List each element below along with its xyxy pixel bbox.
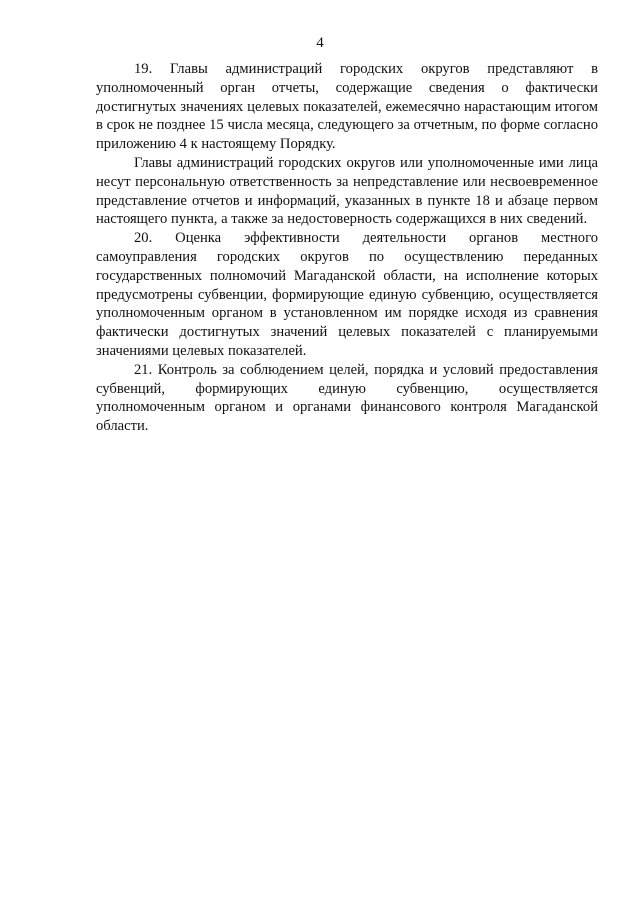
document-body bbox=[96, 60, 598, 436]
paragraph-19: 19. Главы администраций городских округов представляют в уполномоченный орган отчеты, содержащие сведения о фактически достигнутых значениях целевых показателей, ежемесячно нарастающим итогом в срок не позднее 15 числа месяца, следующего за отчетным, по форме согласно приложению 4 к настоящему Порядку. bbox=[96, 61, 598, 153]
page-number: 4 bbox=[316, 35, 324, 51]
paragraph-20: 20. Оценка эффективности деятельности органов местного самоуправления городских округов по осуществлению переданных государственных полномочий Магаданской области, на исполнение которых предусмотрены субвенции, формирующие единую субвенцию, осуществляется уполномоченным органом в установленном им порядке исходя из сравнения фактически достигнутых значений целевых показателей с планируемыми значениями целевых показателей. bbox=[96, 230, 598, 359]
paragraph-19-responsibility: Главы администраций городских округов или уполномоченные ими лица несут персональную ответственность за непредставление или несвоевременное представление отчетов и информаций, указанных в пункте 18 и абзаце первом настоящего пункта, а также за недостоверность содержащихся в них сведений. bbox=[96, 154, 598, 228]
paragraph-21: 21. Контроль за соблюдением целей, порядка и условий предоставления субвенций, формирующих единую субвенцию, осуществляется уполномоченным органом и органами финансового контроля Магаданской области. bbox=[96, 361, 598, 435]
